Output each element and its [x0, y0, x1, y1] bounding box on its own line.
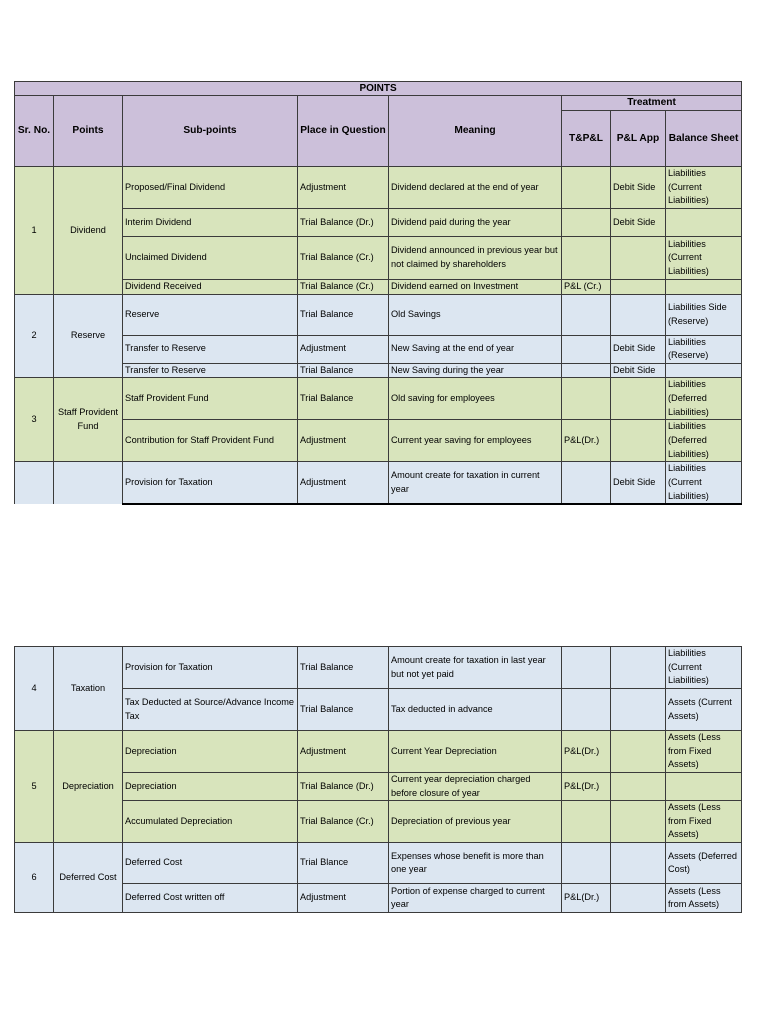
tpl-cell: [562, 647, 611, 689]
point-cell: Staff Provident Fund: [54, 378, 123, 462]
sub-point-cell: Deferred Cost: [123, 843, 298, 884]
header-balance-sheet: Balance Sheet: [666, 111, 742, 167]
place-in-question-cell: Trial Balance (Cr.): [298, 801, 389, 843]
sr-no-cell: 2: [15, 294, 54, 378]
sr-no-cell: 1: [15, 167, 54, 295]
place-in-question-cell: Trial Balance: [298, 378, 389, 420]
sub-point-cell: Depreciation: [123, 731, 298, 773]
balance-sheet-cell: Liabilities (Current Liabilities): [666, 167, 742, 209]
point-cell: Taxation: [54, 647, 123, 731]
point-cell: Deferred Cost: [54, 843, 123, 913]
meaning-cell: Dividend paid during the year: [389, 209, 562, 237]
meaning-cell: Dividend declared at the end of year: [389, 167, 562, 209]
sr-no-cell: 4: [15, 647, 54, 731]
sub-point-cell: Provision for Taxation: [123, 462, 298, 505]
meaning-cell: New Saving during the year: [389, 363, 562, 378]
place-in-question-cell: Adjustment: [298, 167, 389, 209]
meaning-cell: Current year saving for employees: [389, 420, 562, 462]
place-in-question-cell: Adjustment: [298, 884, 389, 913]
meaning-cell: Dividend announced in previous year but not claimed by shareholders: [389, 237, 562, 280]
balance-sheet-cell: [666, 363, 742, 378]
meaning-cell: Amount create for taxation in last year but not yet paid: [389, 647, 562, 689]
table-row: [15, 843, 742, 884]
balance-sheet-cell: Liabilities (Reserve): [666, 335, 742, 363]
table-row: [15, 280, 742, 295]
tpl-cell: [562, 801, 611, 843]
meaning-cell: New Saving at the end of year: [389, 335, 562, 363]
tpl-cell: P&L(Dr.): [562, 731, 611, 773]
table-row: [15, 294, 742, 335]
tpl-cell: [562, 209, 611, 237]
sub-point-cell: Tax Deducted at Source/Advance Income Tax: [123, 689, 298, 731]
balance-sheet-cell: Assets (Deferred Cost): [666, 843, 742, 884]
table-row: [15, 647, 742, 689]
sub-point-cell: Provision for Taxation: [123, 647, 298, 689]
meaning-cell: Tax deducted in advance: [389, 689, 562, 731]
balance-sheet-cell: Liabilities (Current Liabilities): [666, 647, 742, 689]
points-table-bottom: [14, 646, 741, 913]
sr-no-cell: 5: [15, 731, 54, 843]
balance-sheet-cell: [666, 280, 742, 295]
sub-point-cell: Transfer to Reserve: [123, 335, 298, 363]
tpl-cell: [562, 462, 611, 505]
pl-app-cell: [611, 773, 666, 801]
pl-app-cell: [611, 647, 666, 689]
balance-sheet-cell: [666, 209, 742, 237]
sub-point-cell: Unclaimed Dividend: [123, 237, 298, 280]
pl-app-cell: [611, 420, 666, 462]
pl-app-cell: [611, 884, 666, 913]
pl-app-cell: Debit Side: [611, 167, 666, 209]
sub-point-cell: Dividend Received: [123, 280, 298, 295]
tpl-cell: [562, 294, 611, 335]
header-tpl: T&P&L: [562, 111, 611, 167]
meaning-cell: Current year depreciation charged before closure of year: [389, 773, 562, 801]
pl-app-cell: [611, 280, 666, 295]
header-sr-no: Sr. No.: [15, 96, 54, 167]
point-cell: [54, 462, 123, 505]
tpl-cell: [562, 237, 611, 280]
place-in-question-cell: Trial Balance (Dr.): [298, 209, 389, 237]
table-row: [15, 773, 742, 801]
points-table-top: [14, 81, 741, 505]
table-row: [15, 363, 742, 378]
points-table-continued: [14, 646, 742, 913]
table-row: [15, 884, 742, 913]
place-in-question-cell: Adjustment: [298, 335, 389, 363]
tpl-cell: P&L(Dr.): [562, 420, 611, 462]
place-in-question-cell: Trial Balance (Cr.): [298, 237, 389, 280]
place-in-question-cell: Adjustment: [298, 462, 389, 505]
meaning-cell: Dividend earned on Investment: [389, 280, 562, 295]
balance-sheet-cell: Liabilities (Deferred Liabilities): [666, 378, 742, 420]
tpl-cell: [562, 335, 611, 363]
table-row: [15, 801, 742, 843]
sub-point-cell: Deferred Cost written off: [123, 884, 298, 913]
balance-sheet-cell: Assets (Current Assets): [666, 689, 742, 731]
balance-sheet-cell: Liabilities (Current Liabilities): [666, 462, 742, 505]
tpl-cell: [562, 378, 611, 420]
place-in-question-cell: Trial Balance: [298, 647, 389, 689]
table-row: [15, 237, 742, 280]
place-in-question-cell: Trial Balance (Dr.): [298, 773, 389, 801]
pl-app-cell: [611, 731, 666, 773]
header-pl-app: P&L App: [611, 111, 666, 167]
balance-sheet-cell: Assets (Less from Fixed Assets): [666, 731, 742, 773]
table-row: [15, 378, 742, 420]
header-points: Points: [54, 96, 123, 167]
points-table: [14, 81, 742, 505]
table-row: [15, 731, 742, 773]
sub-point-cell: Depreciation: [123, 773, 298, 801]
balance-sheet-cell: Liabilities (Current Liabilities): [666, 237, 742, 280]
meaning-cell: Depreciation of previous year: [389, 801, 562, 843]
pl-app-cell: [611, 689, 666, 731]
sr-no-cell: [15, 462, 54, 505]
place-in-question-cell: Trial Balance (Cr.): [298, 280, 389, 295]
balance-sheet-cell: Liabilities Side (Reserve): [666, 294, 742, 335]
point-cell: Depreciation: [54, 731, 123, 843]
pl-app-cell: [611, 843, 666, 884]
place-in-question-cell: Adjustment: [298, 731, 389, 773]
table-row: [15, 335, 742, 363]
pl-app-cell: Debit Side: [611, 335, 666, 363]
place-in-question-cell: Trial Balance: [298, 689, 389, 731]
header-sub-points: Sub-points: [123, 96, 298, 167]
sub-point-cell: Proposed/Final Dividend: [123, 167, 298, 209]
table-title: POINTS: [15, 82, 742, 96]
balance-sheet-cell: Liabilities (Deferred Liabilities): [666, 420, 742, 462]
point-cell: Dividend: [54, 167, 123, 295]
pl-app-cell: Debit Side: [611, 209, 666, 237]
balance-sheet-cell: Assets (Less from Assets): [666, 884, 742, 913]
header-treatment: Treatment: [562, 96, 742, 111]
meaning-cell: Old Savings: [389, 294, 562, 335]
point-cell: Reserve: [54, 294, 123, 378]
sub-point-cell: Interim Dividend: [123, 209, 298, 237]
meaning-cell: Amount create for taxation in current year: [389, 462, 562, 505]
table-row: [15, 420, 742, 462]
sub-point-cell: Contribution for Staff Provident Fund: [123, 420, 298, 462]
balance-sheet-cell: Assets (Less from Fixed Assets): [666, 801, 742, 843]
sr-no-cell: 3: [15, 378, 54, 462]
sub-point-cell: Reserve: [123, 294, 298, 335]
sub-point-cell: Accumulated Depreciation: [123, 801, 298, 843]
table-row: [15, 209, 742, 237]
tpl-cell: P&L(Dr.): [562, 884, 611, 913]
pl-app-cell: Debit Side: [611, 363, 666, 378]
meaning-cell: Portion of expense charged to current year: [389, 884, 562, 913]
tpl-cell: [562, 167, 611, 209]
tpl-cell: [562, 363, 611, 378]
tpl-cell: P&L(Dr.): [562, 773, 611, 801]
pl-app-cell: [611, 801, 666, 843]
place-in-question-cell: Trial Blance: [298, 843, 389, 884]
table-row: [15, 462, 742, 505]
tpl-cell: P&L (Cr.): [562, 280, 611, 295]
meaning-cell: Expenses whose benefit is more than one year: [389, 843, 562, 884]
pl-app-cell: [611, 294, 666, 335]
tpl-cell: [562, 843, 611, 884]
header-place-in-question: Place in Question: [298, 96, 389, 167]
table-row: [15, 689, 742, 731]
place-in-question-cell: Adjustment: [298, 420, 389, 462]
pl-app-cell: Debit Side: [611, 462, 666, 505]
place-in-question-cell: Trial Balance: [298, 363, 389, 378]
place-in-question-cell: Trial Balance: [298, 294, 389, 335]
meaning-cell: Current Year Depreciation: [389, 731, 562, 773]
balance-sheet-cell: [666, 773, 742, 801]
sub-point-cell: Staff Provident Fund: [123, 378, 298, 420]
sr-no-cell: 6: [15, 843, 54, 913]
header-meaning: Meaning: [389, 96, 562, 167]
table-row: [15, 167, 742, 209]
tpl-cell: [562, 689, 611, 731]
pl-app-cell: [611, 237, 666, 280]
pl-app-cell: [611, 378, 666, 420]
meaning-cell: Old saving for employees: [389, 378, 562, 420]
sub-point-cell: Transfer to Reserve: [123, 363, 298, 378]
